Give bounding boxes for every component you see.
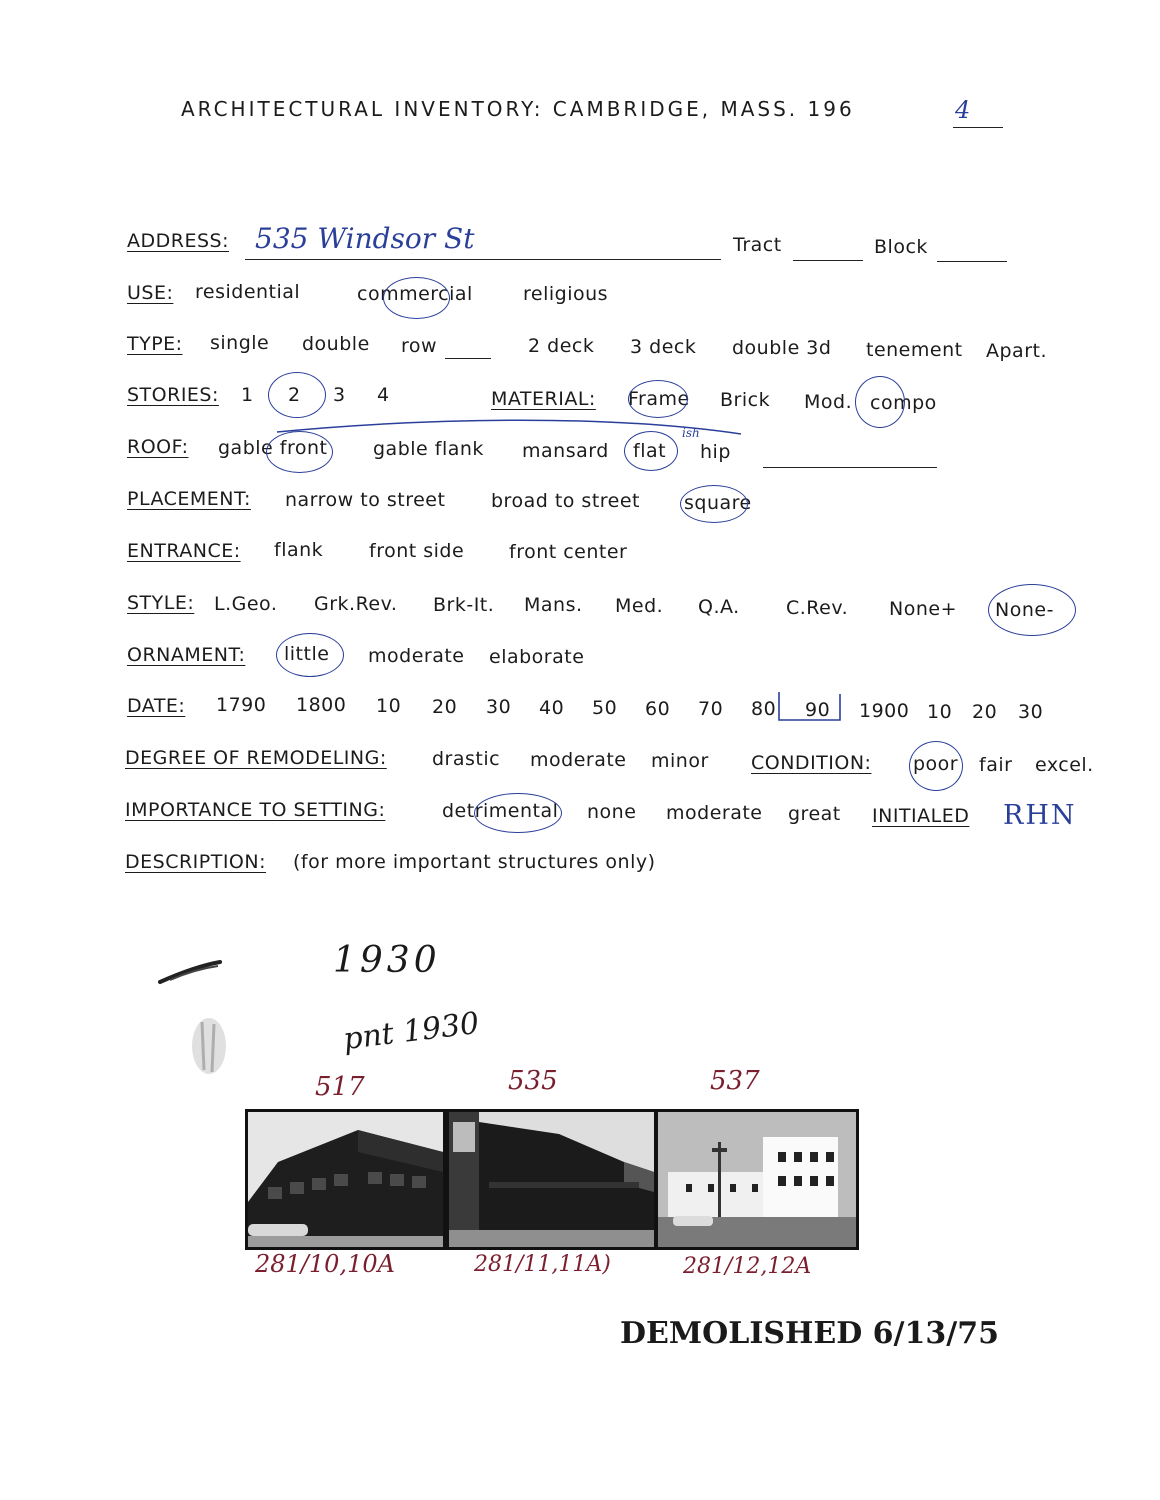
material-mod: Mod. xyxy=(804,391,853,413)
type-single: single xyxy=(210,332,270,354)
entrance-front-center: front center xyxy=(509,541,628,563)
ornament-little: little xyxy=(284,643,330,665)
style-none-plus: None+ xyxy=(889,598,957,620)
placement-broad: broad to street xyxy=(491,490,641,512)
importance-label: IMPORTANCE TO SETTING: xyxy=(125,799,386,821)
style-crev: C.Rev. xyxy=(786,597,849,619)
style-none-minus-circle xyxy=(988,584,1076,636)
importance-moderate: moderate xyxy=(666,802,763,824)
entrance-label: ENTRANCE: xyxy=(127,540,241,562)
material-compo: compo xyxy=(870,392,937,414)
material-brick: Brick xyxy=(720,389,771,411)
roof-gable-front: gable front xyxy=(218,437,328,459)
date-1910: 10 xyxy=(927,701,953,723)
photo-517-image xyxy=(248,1112,443,1247)
style-lgeo: L.Geo. xyxy=(214,593,278,615)
use-religious: religious xyxy=(523,283,609,305)
year-underline xyxy=(953,127,1003,128)
photo-537-image xyxy=(658,1112,856,1247)
condition-excel: excel. xyxy=(1035,754,1094,776)
material-label: MATERIAL: xyxy=(491,388,596,410)
ornament-elaborate: elaborate xyxy=(489,646,585,668)
importance-great: great xyxy=(788,803,841,825)
address-value: 535 Windsor St xyxy=(255,222,475,255)
type-tenement: tenement xyxy=(866,339,963,361)
material-frame: Frame xyxy=(628,388,690,410)
ornament-moderate: moderate xyxy=(368,645,465,667)
address-label: ADDRESS: xyxy=(127,230,229,252)
remodeling-minor: minor xyxy=(651,750,709,772)
style-none-minus: None- xyxy=(995,599,1054,621)
style-grkrev: Grk.Rev. xyxy=(314,593,398,615)
material-mod-circle xyxy=(855,376,905,428)
stories-4: 4 xyxy=(377,384,390,406)
placement-square: square xyxy=(684,492,752,514)
type-3deck: 3 deck xyxy=(630,336,697,358)
condition-poor-circle xyxy=(909,741,963,791)
date-70: 70 xyxy=(698,698,724,720)
handwritten-date-1930: 1930 xyxy=(333,940,441,981)
date-40: 40 xyxy=(539,697,565,719)
photo-ref-537: 281/12,12A xyxy=(683,1254,812,1279)
roof-mansard: mansard xyxy=(522,440,609,462)
photo-ref-535: 281/11,11A) xyxy=(474,1252,611,1277)
type-double: double xyxy=(302,333,370,355)
date-80: 80 xyxy=(751,698,777,720)
photo-number-517: 517 xyxy=(315,1072,365,1102)
type-row-line xyxy=(445,358,491,359)
entrance-flank: flank xyxy=(274,539,324,561)
style-qa: Q.A. xyxy=(698,596,740,618)
type-label: TYPE: xyxy=(127,333,183,355)
date-1800: 1800 xyxy=(296,694,347,716)
type-apart: Apart. xyxy=(986,340,1048,362)
date-90: 90 xyxy=(805,699,831,721)
ornament-little-circle xyxy=(276,633,344,677)
remodeling-moderate: moderate xyxy=(530,749,627,771)
stories-2: 2 xyxy=(288,384,301,406)
date-1920: 20 xyxy=(972,701,998,723)
initialed-value: RHN xyxy=(1003,800,1077,831)
condition-label: CONDITION: xyxy=(751,752,872,774)
year-digit: 4 xyxy=(955,96,971,124)
roof-hand-note: ish xyxy=(682,426,700,440)
remodeling-label: DEGREE OF REMODELING: xyxy=(125,747,387,769)
placement-label: PLACEMENT: xyxy=(127,488,251,510)
use-commercial-circle xyxy=(383,277,450,319)
type-double3d: double 3d xyxy=(732,337,832,359)
roof-gable-flank: gable flank xyxy=(373,438,484,460)
date-60: 60 xyxy=(645,698,671,720)
handwritten-pnt-1930: pnt 1930 xyxy=(341,1005,482,1058)
date-30: 30 xyxy=(486,696,512,718)
importance-none: none xyxy=(587,801,637,823)
condition-poor: poor xyxy=(913,753,959,775)
demolished-note: DEMOLISHED 6/13/75 xyxy=(620,1316,999,1351)
style-med: Med. xyxy=(615,595,664,617)
roof-hip: hip xyxy=(700,441,731,463)
stories-1: 1 xyxy=(241,384,254,406)
photo-535-image xyxy=(449,1112,654,1247)
stories-label: STORIES: xyxy=(127,384,219,406)
initialed-label: INITIALED xyxy=(872,805,970,827)
entrance-front-side: front side xyxy=(369,540,465,562)
date-20: 20 xyxy=(432,696,458,718)
photo-535 xyxy=(446,1109,657,1250)
remodeling-drastic: drastic xyxy=(432,748,501,770)
photo-number-537: 537 xyxy=(710,1066,760,1096)
importance-detrimental-circle xyxy=(474,793,562,833)
ornament-label: ORNAMENT: xyxy=(127,644,246,666)
roof-label: ROOF: xyxy=(127,436,189,458)
address-line xyxy=(245,259,721,260)
date-label: DATE: xyxy=(127,695,186,717)
roof-flat: flat xyxy=(633,440,667,462)
style-label: STYLE: xyxy=(127,592,195,614)
date-50: 50 xyxy=(592,697,618,719)
roof-connector-stroke xyxy=(275,412,745,442)
description-label: DESCRIPTION: xyxy=(125,851,267,873)
date-1790: 1790 xyxy=(216,694,267,716)
placement-narrow: narrow to street xyxy=(285,489,446,511)
block-line xyxy=(937,261,1007,262)
tract-label: Tract xyxy=(733,234,782,256)
style-brkit: Brk-It. xyxy=(433,594,495,616)
use-commercial: commercial xyxy=(357,283,473,305)
pencil-smudge-icon xyxy=(186,1012,232,1078)
style-mans: Mans. xyxy=(524,594,583,616)
use-label: USE: xyxy=(127,282,174,304)
tract-line xyxy=(793,260,863,261)
date-1900: 1900 xyxy=(859,700,910,722)
photo-ref-517: 281/10,10A xyxy=(255,1250,395,1278)
condition-fair: fair xyxy=(979,754,1013,776)
photo-number-535: 535 xyxy=(508,1066,558,1096)
type-row: row xyxy=(401,335,438,357)
photo-517 xyxy=(245,1109,446,1250)
date-90-bracket xyxy=(776,690,846,724)
placement-square-circle xyxy=(680,485,748,523)
description-note: (for more important structures only) xyxy=(293,851,656,873)
importance-detrimental: detrimental xyxy=(442,800,559,822)
date-10: 10 xyxy=(376,695,402,717)
photo-537 xyxy=(655,1109,859,1250)
date-1930: 30 xyxy=(1018,701,1044,723)
pencil-mark-icon xyxy=(158,958,224,988)
type-2deck: 2 deck xyxy=(528,335,595,357)
stories-3: 3 xyxy=(333,384,346,406)
roof-other-line xyxy=(763,467,937,468)
use-residential: residential xyxy=(195,281,301,303)
form-title: ARCHITECTURAL INVENTORY: CAMBRIDGE, MASS. 196 xyxy=(181,97,855,121)
block-label: Block xyxy=(874,236,928,258)
